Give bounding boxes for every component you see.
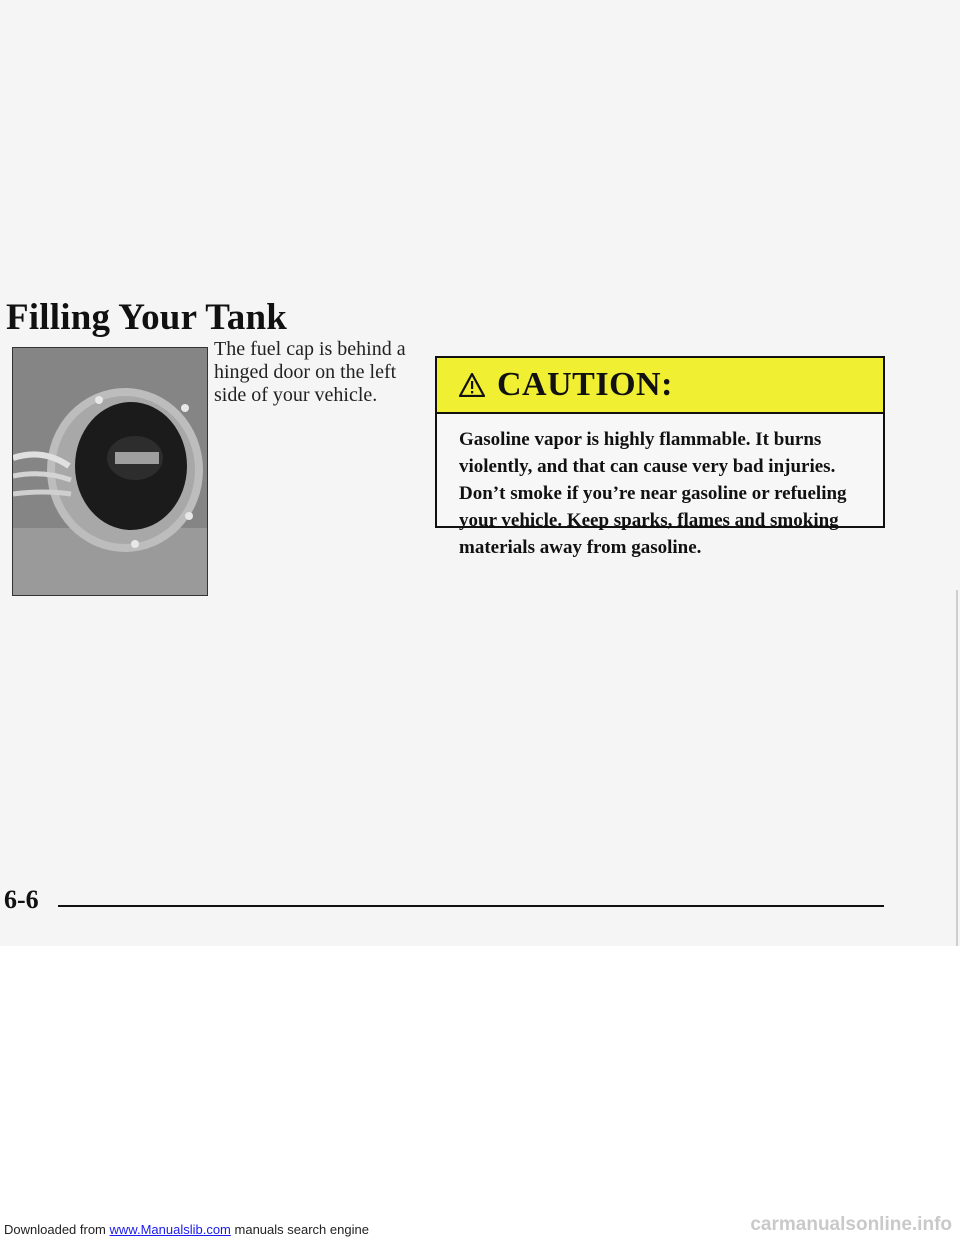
caution-text: Gasoline vapor is highly flammable. It burns violently, and that can cause very bad injuries. Don’t smoke if you’re near gasoline or refueling your vehicle. Keep sparks, flames and smoking materials away from gasoline. <box>459 429 847 558</box>
intro-paragraph: The fuel cap is behind a hinged door on the left side of your vehicle. <box>214 338 406 406</box>
warning-triangle-icon <box>459 373 485 397</box>
caution-label: CAUTION: <box>497 366 673 403</box>
page-number: 6-6 <box>4 885 39 914</box>
page-edge <box>956 590 958 946</box>
caution-header <box>437 358 883 414</box>
fuel-door-photo <box>12 347 208 596</box>
downloaded-from-text: Downloaded from <box>4 1222 106 1237</box>
section-title: Filling Your Tank <box>6 297 288 338</box>
manualslib-link[interactable]: www.Manualslib.com <box>109 1222 231 1237</box>
watermark: carmanualsonline.info <box>750 1214 952 1235</box>
footer-rule <box>58 905 884 907</box>
search-engine-text: manuals search engine <box>234 1222 369 1237</box>
download-source-line <box>4 1222 369 1237</box>
caution-box <box>435 356 885 558</box>
